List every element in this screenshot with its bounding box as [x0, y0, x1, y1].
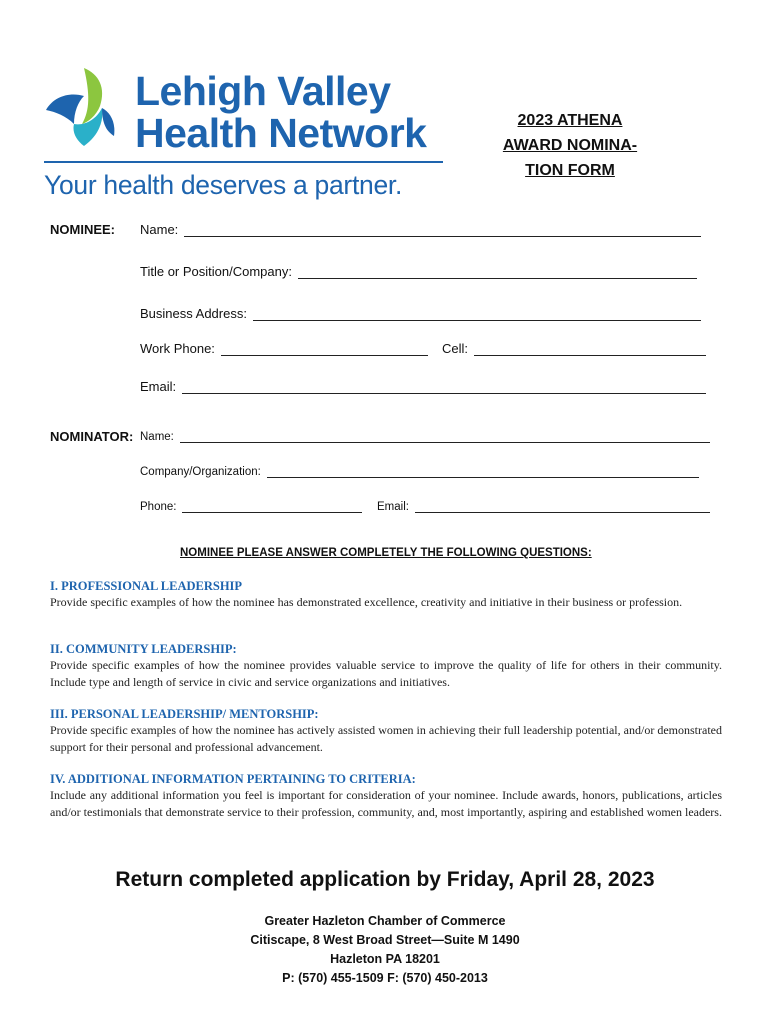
- question-1: [50, 579, 722, 611]
- nominee-address-field: [140, 306, 701, 321]
- nominee-section-label: NOMINEE:: [50, 222, 115, 237]
- nominee-cell-field: [442, 341, 706, 356]
- logo-line-1: Lehigh Valley: [135, 68, 391, 114]
- question-3-body: Provide specific examples of how the nominee has actively assisted women in achieving their full leadership potential, and/or demonstrated support for their personal and professional advancement.: [50, 723, 722, 754]
- nominator-company-label: Company/Organization:: [140, 466, 261, 478]
- question-3: [50, 707, 722, 755]
- logo-wordmark: [135, 70, 426, 154]
- question-4-body: Include any additional information you feel is important for consideration of your nominee. Include awards, honors, publications, articles and/or testimonials that demonstrate service to their profession, community, and, most importantly, aspiring and established women leaders.: [50, 788, 722, 819]
- nominee-address-label: Business Address:: [140, 306, 247, 321]
- nominee-work-phone-input[interactable]: [221, 343, 428, 356]
- nominator-name-field: [140, 430, 710, 443]
- question-2-heading: II. COMMUNITY LEADERSHIP:: [50, 642, 237, 656]
- nominee-email-input[interactable]: [182, 381, 706, 394]
- question-2: [50, 642, 722, 690]
- questions-heading: NOMINEE PLEASE ANSWER COMPLETELY THE FOLLOWING QUESTIONS:: [180, 547, 592, 559]
- nominee-work-phone-field: [140, 341, 428, 356]
- form-title: [490, 108, 650, 183]
- nominee-cell-label: Cell:: [442, 341, 469, 356]
- nominee-email-field: [140, 379, 706, 394]
- nominator-phone-input[interactable]: [182, 500, 362, 513]
- footer-street: Citiscape, 8 West Broad Street—Suite M 1490: [250, 933, 520, 947]
- form-title-line-3: TION FORM: [525, 162, 615, 179]
- nominator-phone-label: Phone:: [140, 501, 177, 513]
- nominee-name-input[interactable]: [184, 224, 701, 237]
- question-4-heading: IV. ADDITIONAL INFORMATION PERTAINING TO CRITERIA:: [50, 772, 416, 786]
- nominee-title-field: [140, 264, 697, 279]
- nominee-address-input[interactable]: [253, 308, 701, 321]
- nominator-section-label: NOMINATOR:: [50, 429, 134, 444]
- return-deadline: Return completed application by Friday, April 28, 2023: [115, 868, 655, 891]
- nominee-work-phone-label: Work Phone:: [140, 341, 215, 356]
- nominee-title-label: Title or Position/Company:: [140, 264, 292, 279]
- nominator-company-input[interactable]: [267, 465, 699, 478]
- nominator-name-input[interactable]: [180, 430, 710, 443]
- form-title-line-2: AWARD NOMINA-: [502, 137, 638, 154]
- footer-org: Greater Hazleton Chamber of Commerce: [264, 914, 506, 928]
- logo-line-2: Health Network: [135, 110, 427, 156]
- nominator-phone-field: [140, 500, 362, 513]
- nominator-email-field: [377, 500, 710, 513]
- nominator-email-input[interactable]: [415, 500, 710, 513]
- lvhn-logo-icon: [44, 66, 128, 150]
- footer-city: Hazleton PA 18201: [330, 952, 440, 966]
- nominator-company-field: [140, 465, 699, 478]
- question-4: [50, 772, 722, 820]
- question-3-heading: III. PERSONAL LEADERSHIP/ MENTORSHIP:: [50, 707, 319, 721]
- nominee-title-input[interactable]: [298, 266, 697, 279]
- nominee-name-field: [140, 222, 701, 237]
- nominee-email-label: Email:: [140, 379, 177, 394]
- footer-phones: P: (570) 455-1509 F: (570) 450-2013: [282, 971, 488, 985]
- question-2-body: Provide specific examples of how the nominee provides valuable service to improve the quality of life for others in their community. Include type and length of service in civic and service organizations and initiatives.: [50, 658, 722, 689]
- form-title-line-1: 2023 ATHENA: [517, 112, 623, 129]
- nominator-name-label: Name:: [140, 431, 174, 443]
- nominee-cell-input[interactable]: [474, 343, 706, 356]
- logo-divider: [44, 161, 443, 163]
- question-1-heading: I. PROFESSIONAL LEADERSHIP: [50, 579, 243, 593]
- nominator-email-label: Email:: [377, 501, 409, 513]
- nominee-name-label: Name:: [140, 222, 179, 237]
- logo-tagline: Your health deserves a partner.: [44, 170, 403, 200]
- question-1-body: Provide specific examples of how the nominee has demonstrated excellence, creativity and initiative in their business or profession.: [50, 595, 683, 609]
